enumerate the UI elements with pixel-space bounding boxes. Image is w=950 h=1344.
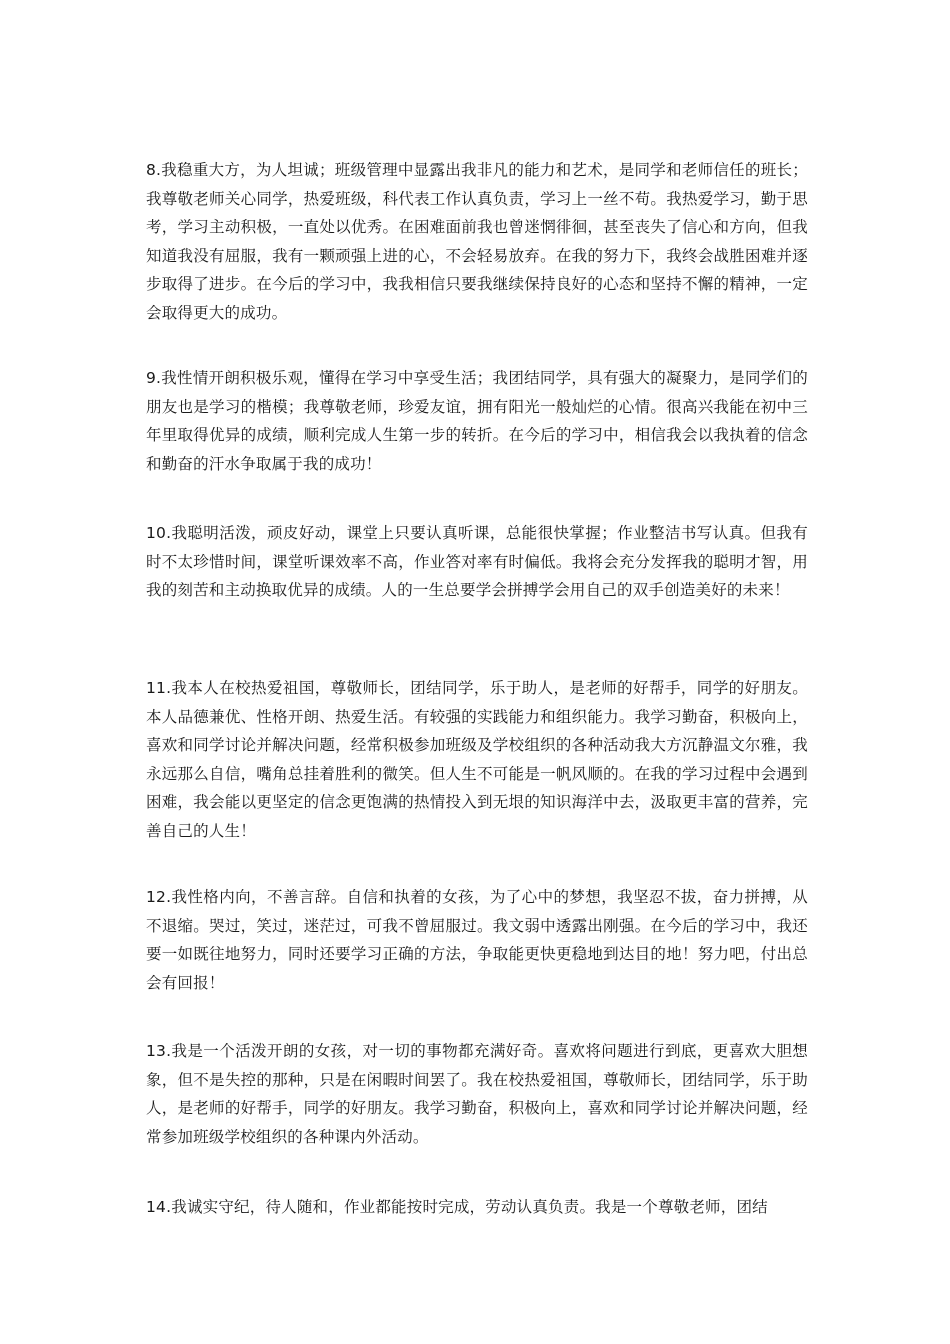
paragraph-12: 12.我性格内向，不善言辞。自信和执着的女孩，为了心中的梦想，我坚忍不拔，奋力拼搏，从不退缩。哭过，笑过，迷茫过，可我不曾屈服过。我文弱中透露出刚强。在今后的学习中，我还要一如既往地努力，同时还要学习正确的方法，争取能更快更稳地到达目的地！努力吧，付出总会有回报！ bbox=[146, 888, 808, 992]
paragraph-14: 14.我诚实守纪，待人随和，作业都能按时完成，劳动认真负责。我是一个尊敬老师，团结 bbox=[146, 1198, 768, 1216]
paragraph-10: 10.我聪明活泼，顽皮好动，课堂上只要认真听课，总能很快掌握；作业整洁书写认真。但我有时不太珍惜时间，课堂听课效率不高，作业答对率有时偏低。我将会充分发挥我的聪明才智，用我的刻苦和主动换取优异的成绩。人的一生总要学会拼搏学会用自己的双手创造美好的未来！ bbox=[146, 524, 808, 600]
paragraph-8: 8.我稳重大方，为人坦诚；班级管理中显露出我非凡的能力和艺术，是同学和老师信任的班长；我尊敬老师关心同学，热爱班级，科代表工作认真负责，学习上一丝不苟。我热爱学习，勤于思考，学习主动积极，一直处以优秀。在困难面前我也曾迷惘徘徊，甚至丧失了信心和方向，但我知道我没有屈服，我有一颗顽强上进的心，不会轻易放弃。在我的努力下，我终会战胜困难并逐步取得了进步。在今后的学习中，我我相信只要我继续保持良好的心态和坚持不懈的精神，一定会取得更大的成功。 bbox=[146, 161, 808, 322]
paragraph-9: 9.我性情开朗积极乐观，懂得在学习中享受生活；我团结同学，具有强大的凝聚力，是同学们的朋友也是学习的楷模；我尊敬老师，珍爱友谊，拥有阳光一般灿烂的心情。很高兴我能在初中三年里取得优异的成绩，顺利完成人生第一步的转折。在今后的学习中，相信我会以我执着的信念和勤奋的汗水争取属于我的成功！ bbox=[146, 369, 808, 473]
paragraph-11: 11.我本人在校热爱祖国，尊敬师长，团结同学，乐于助人，是老师的好帮手，同学的好朋友。本人品德兼优、性格开朗、热爱生活。有较强的实践能力和组织能力。我学习勤奋，积极向上，喜欢和同学讨论并解决问题，经常积极参加班级及学校组织的各种活动我大方沉静温文尔雅，我永远那么自信，嘴角总挂着胜利的微笑。但人生不可能是一帆风顺的。在我的学习过程中会遇到困难，我会能以更坚定的信念更饱满的热情投入到无垠的知识海洋中去，汲取更丰富的营养，完善自己的人生！ bbox=[146, 679, 808, 840]
paragraph-13: 13.我是一个活泼开朗的女孩，对一切的事物都充满好奇。喜欢将问题进行到底，更喜欢大胆想象，但不是失控的那种，只是在闲暇时间罢了。我在校热爱祖国，尊敬师长，团结同学，乐于助人，是老师的好帮手，同学的好朋友。我学习勤奋，积极向上，喜欢和同学讨论并解决问题，经常参加班级学校组织的各种课内外活动。 bbox=[146, 1042, 808, 1146]
